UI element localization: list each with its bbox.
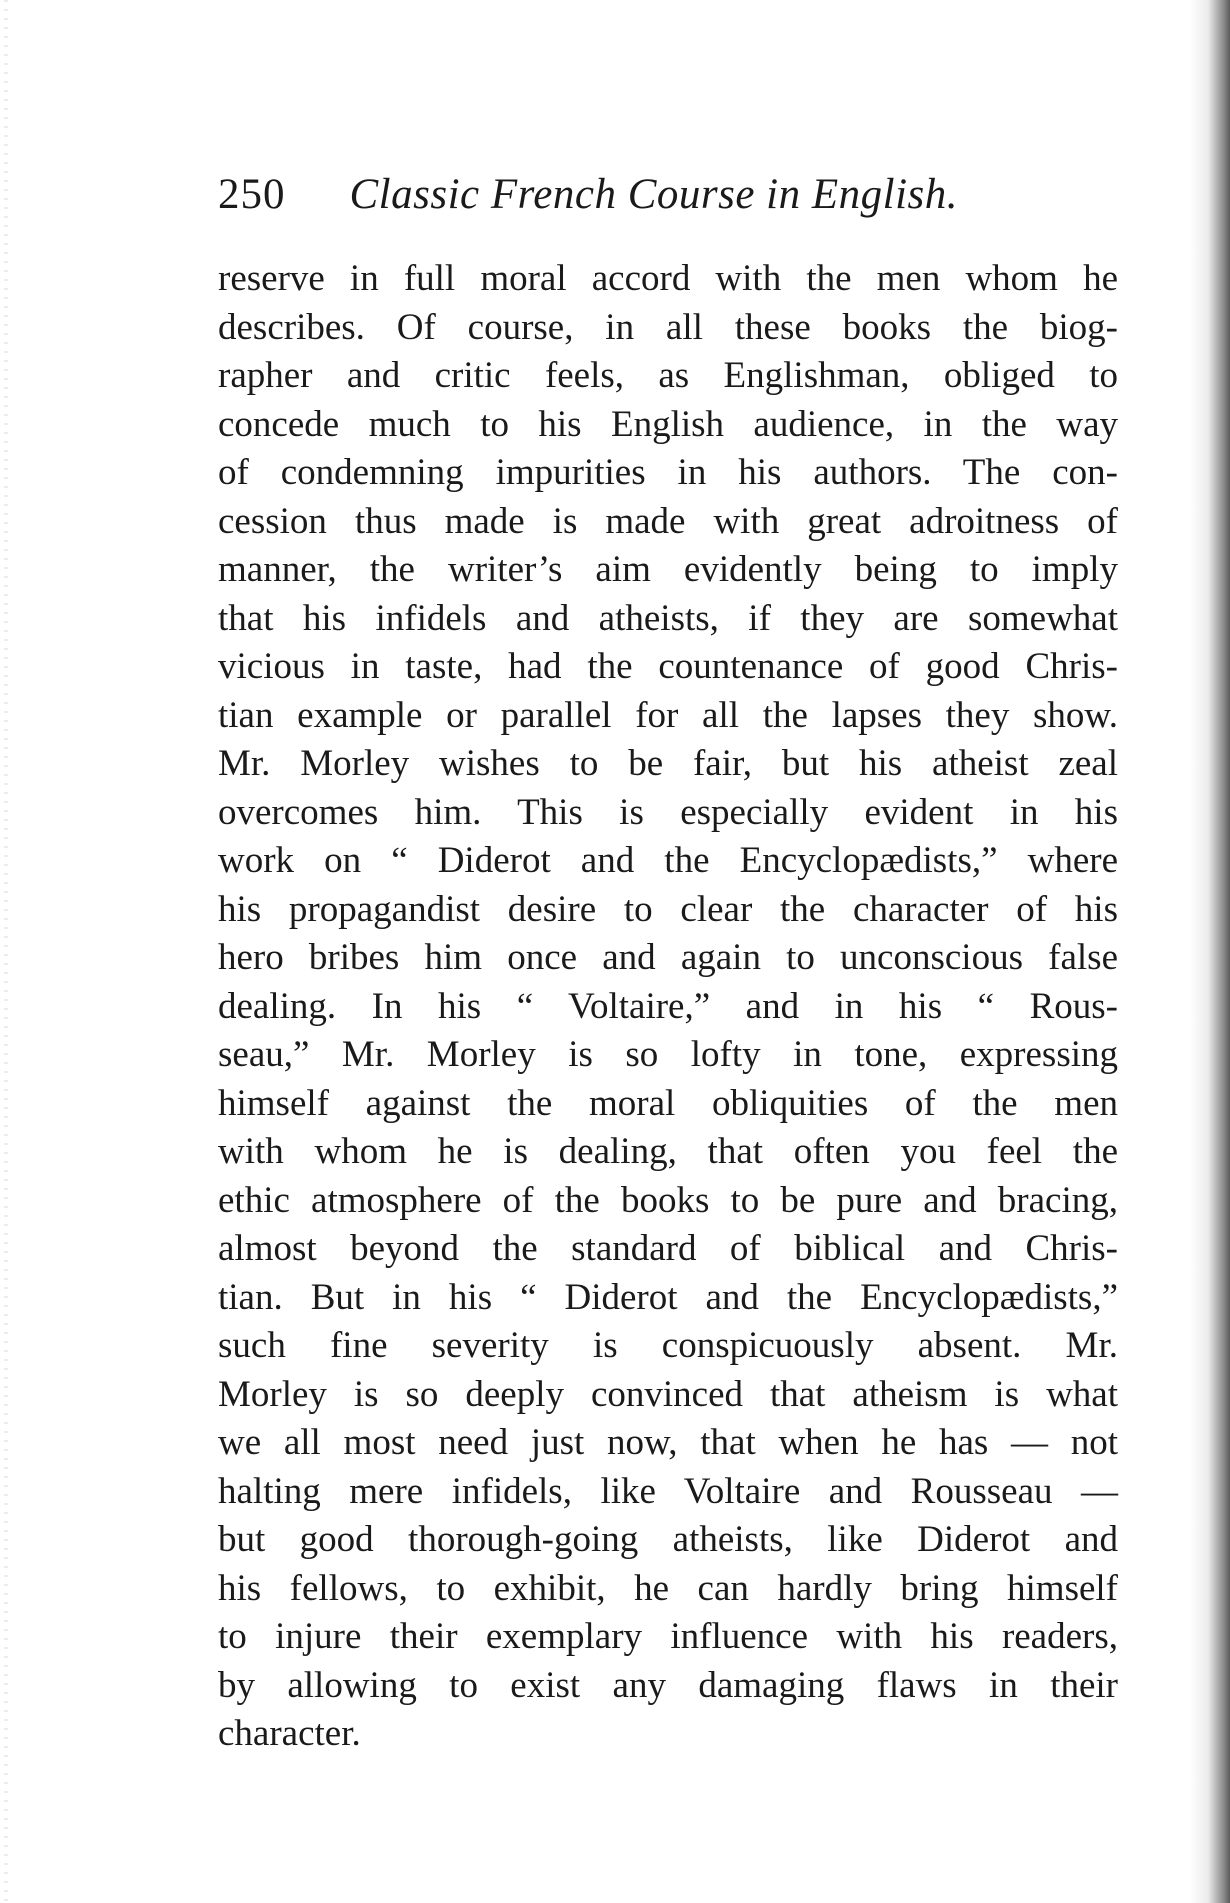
text-line: his propagandist desire to clear the character of his — [218, 888, 1118, 930]
text-line: tian example or parallel for all the lapses they show. — [218, 694, 1118, 736]
text-line: cession thus made is made with great adroitness of — [218, 500, 1118, 542]
text-line: we all most need just now, that when he has — not — [218, 1422, 1118, 1463]
body-paragraph — [218, 255, 1118, 1759]
text-line: such fine severity is conspicuously absent. Mr. — [218, 1325, 1118, 1366]
text-line: vicious in taste, had the countenance of good Chris- — [218, 646, 1118, 687]
scan-edge-left — [4, 0, 8, 1903]
text-line: overcomes him. This is especially evident in his — [218, 791, 1118, 833]
text-line: concede much to his English audience, in the way — [218, 403, 1118, 445]
running-header — [218, 170, 1118, 230]
text-line: reserve in full moral accord with the men whom he — [218, 258, 1118, 299]
text-line: halting mere infidels, like Voltaire and Rousseau — — [218, 1470, 1118, 1512]
text-line: himself against the moral obliquities of the men — [218, 1082, 1118, 1124]
text-line: by allowing to exist any damaging flaws in their — [218, 1664, 1118, 1706]
text-line: dealing. In his “ Voltaire,” and in his “ Rous- — [218, 985, 1118, 1027]
text-line-last: character. — [218, 1713, 361, 1754]
text-line: ethic atmosphere of the books to be pure and bracing, — [218, 1179, 1118, 1221]
text-line: manner, the writer’s aim evidently being to imply — [218, 549, 1118, 590]
text-line: seau,” Mr. Morley is so lofty in tone, expressing — [218, 1034, 1118, 1075]
text-line: of condemning impurities in his authors. The con- — [218, 452, 1118, 493]
text-line: but good thorough-going atheists, like Diderot and — [218, 1519, 1118, 1560]
page-number: 250 — [218, 171, 286, 218]
text-line: to injure their exemplary influence with his readers, — [218, 1616, 1118, 1657]
text-line: almost beyond the standard of biblical and Chris- — [218, 1228, 1118, 1269]
text-line: Morley is so deeply convinced that atheism is what — [218, 1373, 1118, 1415]
running-title: Classic French Course in English. — [349, 171, 959, 218]
text-line: describes. Of course, in all these books the biog- — [218, 306, 1118, 348]
text-line: that his infidels and atheists, if they are somewhat — [218, 597, 1118, 639]
text-line: Mr. Morley wishes to be fair, but his atheist zeal — [218, 743, 1118, 784]
text-line: hero bribes him once and again to unconscious false — [218, 937, 1118, 978]
text-line: rapher and critic feels, as Englishman, obliged to — [218, 355, 1118, 396]
text-line: with whom he is dealing, that often you feel the — [218, 1131, 1118, 1172]
text-line: his fellows, to exhibit, he can hardly bring himself — [218, 1567, 1118, 1609]
text-line: tian. But in his “ Diderot and the Encyclopædists,” — [218, 1276, 1118, 1318]
scan-gutter-shadow — [1190, 0, 1230, 1903]
text-line: work on “ Diderot and the Encyclopædists,” where — [218, 840, 1118, 881]
